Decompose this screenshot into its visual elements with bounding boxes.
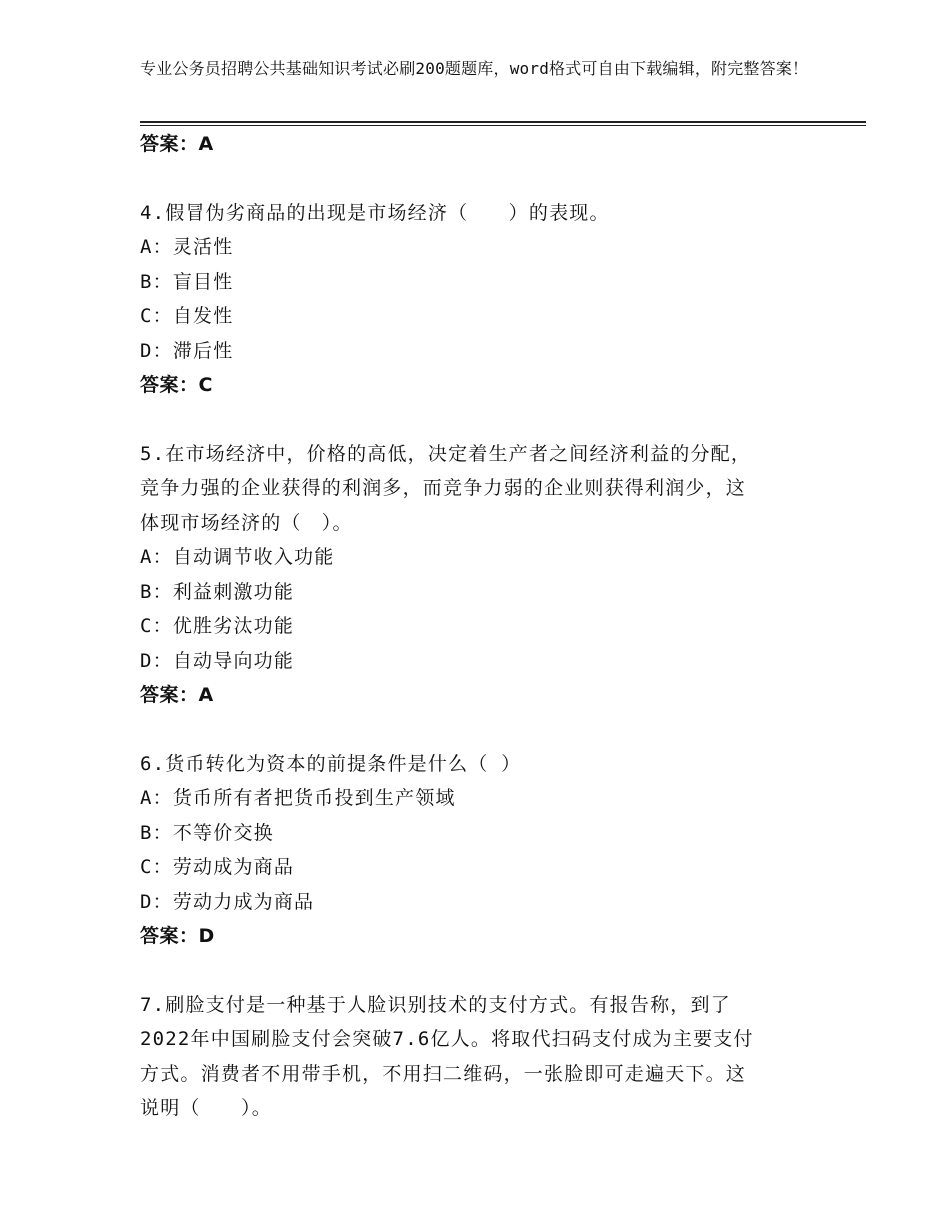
header-rule-thick	[140, 121, 866, 123]
option-c: C：优胜劣汰功能	[140, 615, 295, 637]
option-b: B：盲目性	[140, 270, 234, 293]
question-stem-line: 竞争力强的企业获得的利润多，而竞争力弱的企业则获得利润少，这	[140, 477, 747, 499]
spacer	[140, 954, 830, 988]
spacer	[140, 713, 830, 747]
answer-prev: 答案：A	[140, 133, 214, 155]
option-d: D：滞后性	[140, 339, 234, 362]
question-4	[140, 196, 830, 403]
question-stem-line: 体现市场经济的（ ）。	[140, 511, 353, 534]
question-stem-line: 说明（ ）。	[140, 1097, 272, 1119]
option-b: B：不等价交换	[140, 821, 274, 844]
option-d: D：劳动力成为商品	[140, 890, 315, 913]
option-a: A：货币所有者把货币投到生产领域	[140, 787, 456, 809]
spacer	[140, 403, 830, 437]
option-b: B：利益刺激功能	[140, 580, 295, 603]
question-stem-line: 7.刷脸支付是一种基于人脸识别技术的支付方式。有报告称，到了	[140, 993, 731, 1016]
question-7	[140, 988, 830, 1126]
header-rule-thin	[140, 125, 866, 126]
question-stem-line: 2022年中国刷脸支付会突破7.6亿人。将取代扫码支付成为主要支付	[140, 1028, 754, 1050]
option-a: A：灵活性	[140, 236, 234, 258]
spacer	[140, 162, 830, 196]
page-header: 专业公务员招聘公共基础知识考试必刷200题题库，word格式可自由下载编辑，附完整答案！	[140, 59, 809, 78]
question-5	[140, 437, 830, 713]
question-stem: 4.假冒伪劣商品的出现是市场经济（ ）的表现。	[140, 201, 610, 224]
option-c: C：自发性	[140, 305, 234, 327]
answer: 答案：D	[140, 925, 215, 947]
answer: 答案：C	[140, 374, 213, 396]
option-c: C：劳动成为商品	[140, 856, 295, 878]
option-a: A：自动调节收入功能	[140, 546, 335, 568]
question-stem-line: 方式。消费者不用带手机，不用扫二维码，一张脸即可走遍天下。这	[140, 1062, 747, 1085]
question-stem: 6.货币转化为资本的前提条件是什么（ ）	[140, 752, 522, 775]
option-d: D：自动导向功能	[140, 649, 295, 672]
answer: 答案：A	[140, 684, 214, 706]
question-6	[140, 747, 830, 954]
question-content	[140, 127, 830, 1126]
question-stem-line: 5.在市场经济中，价格的高低，决定着生产者之间经济利益的分配，	[140, 442, 752, 465]
